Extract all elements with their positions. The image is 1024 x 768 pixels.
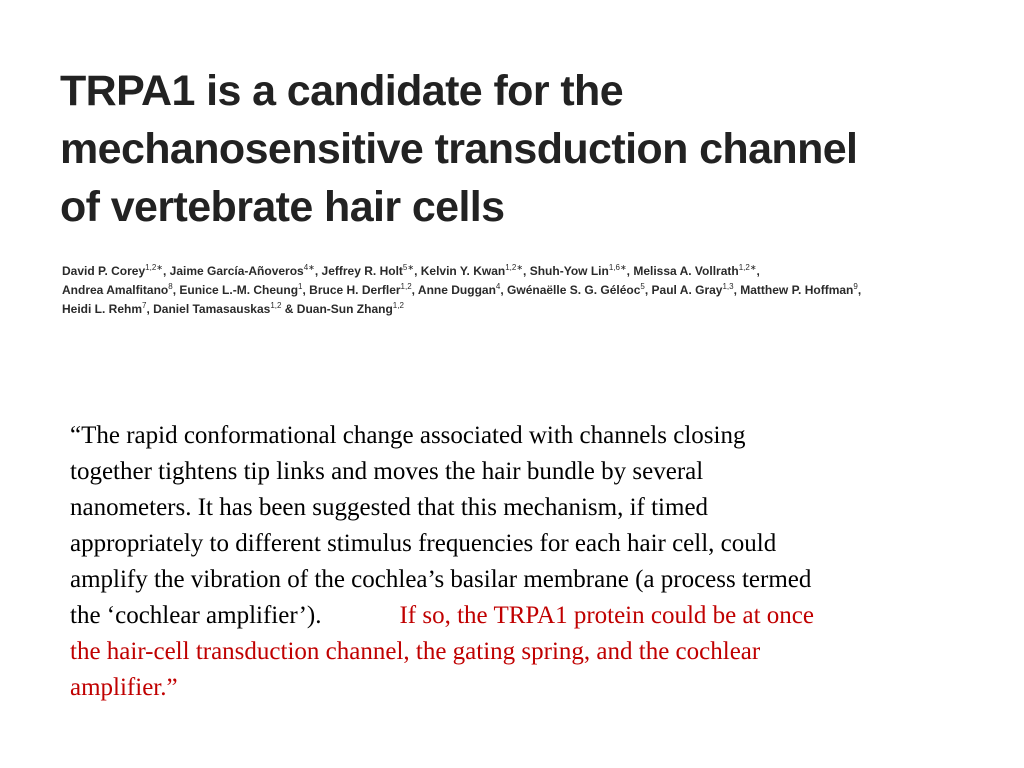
title-line: of vertebrate hair cells [60, 183, 505, 231]
author-affiliation: 5 [640, 282, 645, 291]
author-name: Daniel Tamasauskas [153, 302, 271, 316]
author-affiliation: 1,2 [400, 282, 412, 291]
author-separator: , [644, 283, 652, 297]
quote-line: appropriately to different stimulus frequencies for each hair cell, could [70, 530, 777, 557]
author-separator: , [733, 283, 741, 297]
author-name: Kelvin Y. Kwan [420, 264, 506, 278]
author-line [62, 262, 992, 281]
author-line [62, 281, 992, 300]
author-name: Gwénaëlle S. G. Géléoc [507, 283, 641, 297]
quote-text: the ‘cochlear amplifier’). [70, 602, 322, 629]
author-name: Shuh-Yow Lin [529, 264, 609, 278]
author-affiliation: 1,3 [722, 282, 734, 291]
author-affiliation: 5∗ [402, 263, 415, 272]
author-separator: , [414, 264, 421, 278]
quote-line [70, 598, 970, 634]
author-separator: , [162, 264, 170, 278]
author-separator: , [146, 302, 154, 316]
author-name: Eunice L.-M. Cheung [179, 283, 299, 297]
author-affiliation: 1,2 [392, 301, 404, 310]
author-affiliation: 1,2 [270, 301, 282, 310]
author-affiliation: 1,2∗ [505, 263, 524, 272]
author-separator: , [302, 283, 310, 297]
author-affiliation: 4∗ [303, 263, 315, 272]
author-list [62, 262, 992, 319]
author-separator: , [523, 264, 530, 278]
author-name: Matthew P. Hoffman [740, 283, 854, 297]
author-affiliation: 7 [142, 301, 147, 310]
author-separator: , [857, 283, 862, 297]
author-line [62, 300, 992, 319]
author-affiliation: 1 [298, 282, 303, 291]
author-separator: , [500, 283, 508, 297]
author-separator: , [314, 264, 322, 278]
paper-title [60, 62, 1000, 236]
title-line: mechanosensitive transduction channel [60, 125, 858, 173]
author-name: Jaime García-Añoveros [169, 264, 304, 278]
author-separator: , [756, 264, 760, 278]
author-separator: , [626, 264, 634, 278]
quote-emphasis: amplifier.” [70, 674, 178, 701]
author-name: Bruce H. Derfler [309, 283, 401, 297]
author-name: Anne Duggan [417, 283, 496, 297]
author-name: Melissa A. Vollrath [633, 264, 739, 278]
author-affiliation: 4 [495, 282, 501, 291]
author-affiliation: 1,6∗ [608, 263, 627, 272]
author-name: Andrea Amalfitano [62, 283, 169, 297]
quote-block [70, 418, 970, 706]
author-affiliation: 1,2∗ [738, 263, 757, 272]
author-name: Paul A. Gray [651, 283, 723, 297]
author-affiliation: 1,2∗ [145, 263, 163, 272]
author-name: David P. Corey [62, 264, 146, 278]
author-separator: , [411, 283, 418, 297]
author-separator: & [281, 302, 297, 316]
quote-emphasis: If so, the TRPA1 protein could be at once [399, 602, 814, 629]
quote-line: nanometers. It has been suggested that this mechanism, if timed [70, 494, 709, 521]
author-affiliation: 9 [853, 282, 858, 291]
author-name: Duan-Sun Zhang [296, 302, 393, 316]
quote-line: “The rapid conformational change associated with channels closing [70, 422, 746, 449]
author-name: Jeffrey R. Holt [321, 264, 403, 278]
author-affiliation: 8 [168, 282, 173, 291]
quote-line: together tightens tip links and moves the hair bundle by several [70, 458, 704, 485]
quote-emphasis: the hair-cell transduction channel, the gating spring, and the cochlear [70, 638, 761, 665]
author-separator: , [172, 283, 180, 297]
quote-line: amplify the vibration of the cochlea’s basilar membrane (a process termed [70, 566, 812, 593]
author-name: Heidi L. Rehm [62, 302, 143, 316]
title-line: TRPA1 is a candidate for the [60, 67, 624, 115]
